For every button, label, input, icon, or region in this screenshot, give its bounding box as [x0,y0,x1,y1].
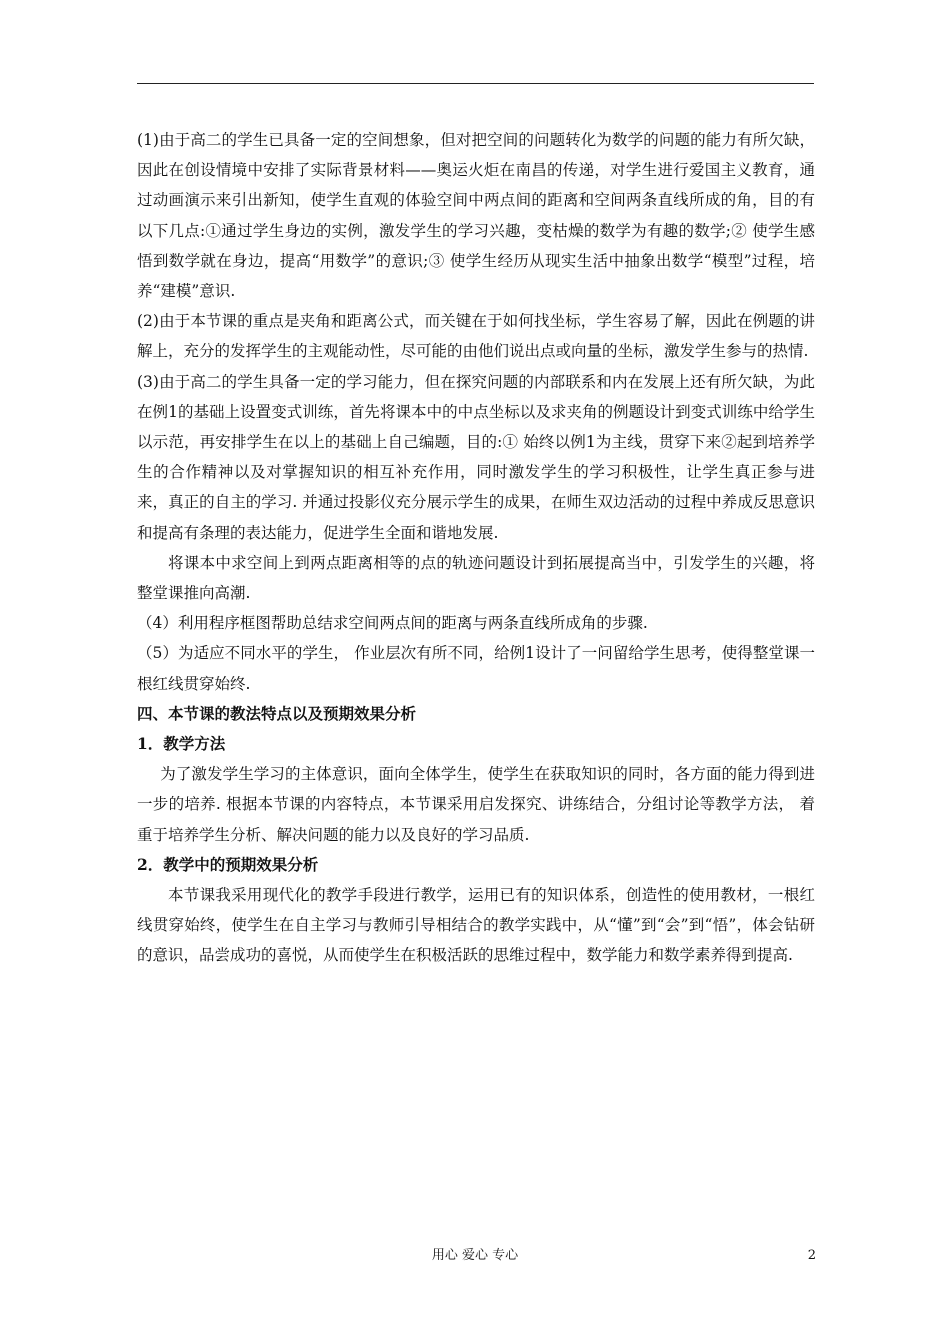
paragraph-6: （5）为适应不同水平的学生， 作业层次有所不同，给例1设计了一问留给学生思考，使得整堂课一根红线贯穿始终. [137,644,815,693]
subsection-heading-2: 2．教学中的预期效果分析 [137,854,319,874]
paragraph-teaching-method: 为了激发学生学习的主体意识，面向全体学生，使学生在获取知识的同时，各方面的能力得到进一步的培养. 根据本节课的内容特点，本节课采用启发探究、讲练结合，分组讨论等教学方法， 着重于培养学生分析、解决问题的能力以及良好的学习品质. [137,765,815,844]
header-rule [137,83,814,84]
paragraph-5: （4）利用程序框图帮助总结求空间两点间的距离与两条直线所成角的步骤. [137,614,648,633]
section-heading: 四、本节课的教法特点以及预期效果分析 [137,703,417,723]
footer-motto: 用心 爱心 专心 [431,1248,519,1263]
paragraph-2: (2)由于本节课的重点是夹角和距离公式，而关键在于如何找坐标，学生容易了解，因此在例题的讲解上，充分的发挥学生的主观能动性，尽可能的由他们说出点或向量的坐标，激发学生参与的热情. [137,312,815,361]
page-number: 2 [807,1248,816,1263]
subsection-heading-1: 1．教学方法 [137,734,226,754]
document-body [137,125,815,971]
paragraph-3: (3)由于高二的学生具备一定的学习能力，但在探究问题的内部联系和内在发展上还有所欠缺，为此在例1的基础上设置变式训练，首先将课本中的中点坐标以及求夹角的例题设计到变式训练中给学生以示范，再安排学生在以上的基础上自己编题，目的:① 始终以例1为主线，贯穿下来②起到培养学生的合作精神以及对掌握知识的相互补充作用，同时激发学生的学习积极性，让学生真正参与进来，真正的自主的学习. 并通过投影仪充分展示学生的成果，在师生双边活动的过程中养成反思意识和提高有条理的表达能力，促进学生全面和谐地发展. [137,372,815,542]
paragraph-expected-effect: 本节课我采用现代化的教学手段进行教学，运用已有的知识体系，创造性的使用教材，一根红线贯穿始终，使学生在自主学习与教师引导相结合的教学实践中，从“懂”到“会”到“悟”，体会钻研的意识，品尝成功的喜悦，从而使学生在积极活跃的思维过程中，数学能力和数学素养得到提高. [137,886,815,965]
paragraph-1: (1)由于高二的学生已具备一定的空间想象，但对把空间的问题转化为数学的问题的能力有所欠缺，因此在创设情境中安排了实际背景材料——奥运火炬在南昌的传递，对学生进行爱国主义教育，通过动画演示来引出新知，使学生直观的体验空间中两点间的距离和空间两条直线所成的角，目的有以下几点:①通过学生身边的实例，激发学生的学习兴趣，变枯燥的数学为有趣的数学;② 使学生感悟到数学就在身边，提高“用数学”的意识;③ 使学生经历从现实生活中抽象出数学“模型”过程，培养“建模”意识. [137,131,815,301]
paragraph-4: 将课本中求空间上到两点距离相等的点的轨迹问题设计到拓展提高当中，引发学生的兴趣，将整堂课推向高潮. [137,553,815,603]
